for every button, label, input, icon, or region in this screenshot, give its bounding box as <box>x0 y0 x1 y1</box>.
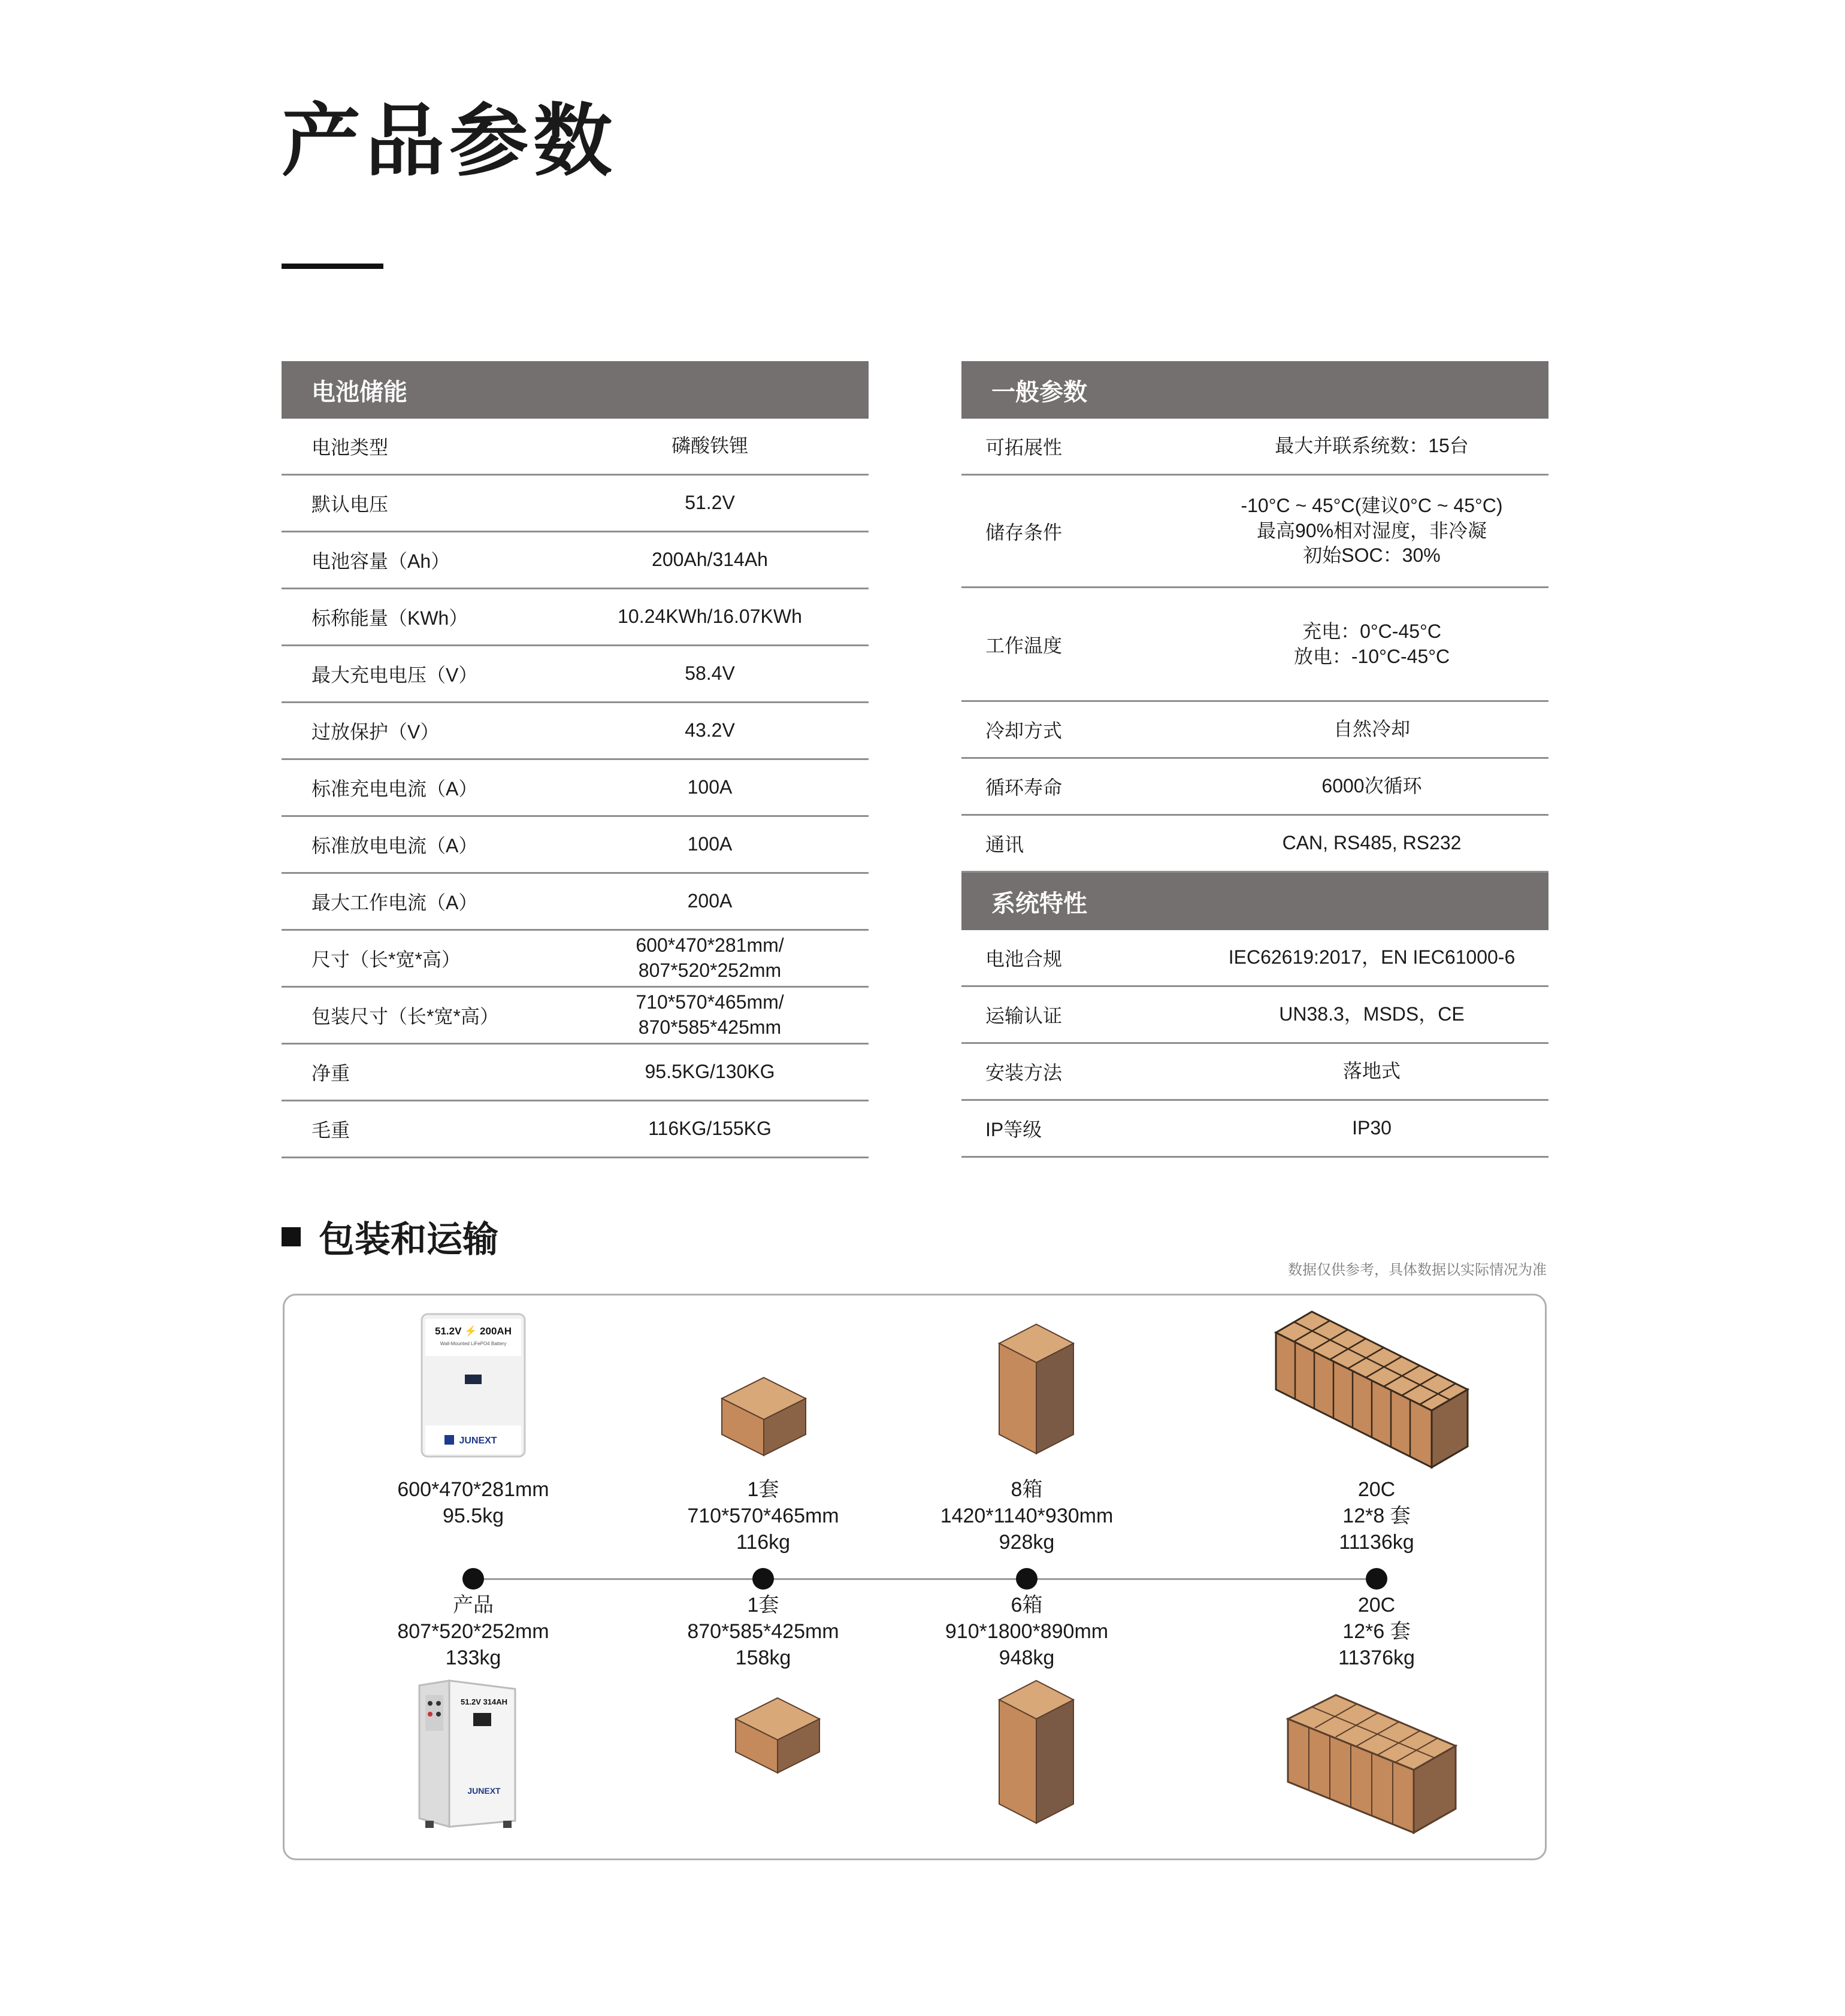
spec-value <box>563 1116 869 1142</box>
spec-value-line: -10°C ~ 45°C(建议0°C ~ 45°C) <box>1241 495 1503 517</box>
spec-value-line: 870*585*425mm <box>638 1016 782 1038</box>
spec-label: 标准充电电流（A） <box>311 778 478 800</box>
shipping-line: 948kg <box>999 1646 1055 1670</box>
shipping-line: 1套 <box>747 1594 779 1617</box>
spec-row <box>282 419 869 476</box>
spec-label: 标称能量（KWh） <box>311 607 468 629</box>
spec-label: 电池类型 <box>311 437 389 458</box>
spec-value <box>563 889 869 914</box>
spec-value <box>1207 774 1548 799</box>
spec-value <box>563 547 869 573</box>
spec-value <box>1207 1059 1548 1084</box>
spec-value <box>563 1060 869 1085</box>
spec-row <box>961 759 1548 816</box>
spec-label: 通讯 <box>985 834 1024 855</box>
spec-row <box>282 988 869 1045</box>
shipping-line: 928kg <box>999 1531 1055 1554</box>
spec-label: 冷却方式 <box>985 720 1063 741</box>
spec-row <box>282 646 869 703</box>
shipping-line: 600*470*281mm <box>397 1478 549 1501</box>
spec-label: 尺寸（长*宽*高） <box>311 949 461 970</box>
spec-row <box>282 476 869 532</box>
single-box-image-top <box>716 1372 812 1461</box>
spec-value-line: 116KG/155KG <box>648 1118 772 1140</box>
spec-value <box>563 491 869 516</box>
wall-battery-sub: Wall-Mounted LiFePO4 Battery <box>440 1341 507 1346</box>
spec-value-line: UN38.3，MSDS，CE <box>1279 1003 1465 1025</box>
general-section-header: 一般参数 <box>961 361 1548 419</box>
spec-value-line: 600*470*281mm/ <box>636 934 784 956</box>
shipping-line: 20C <box>1357 1478 1396 1501</box>
spec-value-line: 95.5KG/130KG <box>645 1061 775 1083</box>
spec-row <box>282 1045 869 1101</box>
spec-value <box>563 775 869 800</box>
shipping-line: 11136kg <box>1339 1531 1414 1554</box>
floor-battery-brand: JUNEXT <box>467 1786 501 1796</box>
spec-label: 运输认证 <box>985 1005 1063 1027</box>
spec-row <box>282 931 869 988</box>
wall-battery-model: 51.2V ⚡ 200AH <box>435 1325 512 1337</box>
spec-row <box>282 589 869 646</box>
spec-label: 标准放电电流（A） <box>311 835 478 856</box>
spec-row <box>961 816 1548 873</box>
spec-label: 可拓展性 <box>985 437 1063 458</box>
spec-label: 储存条件 <box>985 521 1063 543</box>
spec-value-line: 最高90%相对湿度，非冷凝 <box>1256 519 1487 541</box>
spec-row <box>282 874 869 931</box>
spec-value-line: 6000次循环 <box>1321 775 1422 797</box>
spec-label: 最大充电电压（V） <box>311 664 478 686</box>
spec-label: 毛重 <box>311 1119 350 1141</box>
shipping-col-bottom-4 <box>1251 1592 1502 1672</box>
spec-value-line: 807*520*252mm <box>638 959 782 981</box>
spec-row <box>961 419 1548 476</box>
shipping-col-bottom-1 <box>347 1592 599 1672</box>
wall-battery-image <box>419 1312 527 1461</box>
spec-label: 包装尺寸（长*宽*高） <box>311 1006 499 1027</box>
shipping-line: 12*8 套 <box>1342 1505 1411 1528</box>
spec-label: 工作温度 <box>985 634 1063 656</box>
spec-value-line: 200A <box>687 890 733 912</box>
spec-value-line: 100A <box>687 776 733 798</box>
timeline-dot-2 <box>752 1568 774 1590</box>
spec-value-line: 43.2V <box>685 719 735 741</box>
spec-value <box>1207 619 1548 669</box>
spec-value-line: 200Ah/314Ah <box>652 549 768 571</box>
spec-value-line: 100A <box>687 833 733 855</box>
spec-row <box>961 930 1548 987</box>
spec-label: 过放保护（V） <box>311 721 440 743</box>
tall-box-image-top <box>994 1321 1078 1458</box>
spec-row <box>282 1101 869 1158</box>
shipping-line: 710*570*465mm <box>687 1505 839 1528</box>
spec-value-line: 初始SOC：30% <box>1303 544 1441 567</box>
page-title: 产品参数 <box>282 97 617 185</box>
timeline-dot-4 <box>1366 1568 1387 1590</box>
spec-label: 电池容量（Ah） <box>311 550 450 572</box>
single-box-image-bottom <box>730 1692 825 1782</box>
shipping-line: 95.5kg <box>442 1505 504 1528</box>
disclaimer-note: 数据仅供参考，具体数据以实际情况为准 <box>1288 1262 1547 1278</box>
tall-box-image-bottom <box>994 1677 1078 1827</box>
spec-row <box>961 1044 1548 1101</box>
shipping-col-bottom-3 <box>901 1592 1153 1672</box>
spec-value <box>563 832 869 857</box>
spec-value-line: 最大并联系统数：15台 <box>1275 435 1469 457</box>
spec-label: 安装方法 <box>985 1062 1063 1083</box>
spec-value <box>563 933 869 983</box>
shipping-line: 产品 <box>453 1594 494 1617</box>
floor-battery-image <box>413 1677 521 1833</box>
spec-label: 默认电压 <box>311 494 389 515</box>
spec-value-line: 落地式 <box>1342 1060 1401 1082</box>
spec-label: 循环寿命 <box>985 777 1063 798</box>
spec-value <box>563 990 869 1040</box>
spec-value <box>563 718 869 743</box>
spec-row <box>282 760 869 817</box>
spec-value-line: 自然冷却 <box>1333 718 1410 740</box>
spec-label: 电池合规 <box>985 948 1063 970</box>
timeline-dot-1 <box>462 1568 484 1590</box>
shipping-line: 807*520*252mm <box>397 1620 549 1643</box>
spec-value <box>1207 945 1548 970</box>
shipping-timeline <box>473 1578 1381 1580</box>
title-underline <box>282 264 383 269</box>
spec-value <box>563 661 869 686</box>
spec-value <box>1207 1116 1548 1141</box>
spec-label: 最大工作电流（A） <box>311 892 478 913</box>
spec-value-line: 58.4V <box>685 662 735 685</box>
spec-value-line: 放电：-10°C-45°C <box>1293 645 1450 667</box>
shipping-section-title <box>282 1211 498 1263</box>
square-bullet-icon <box>282 1227 301 1246</box>
spec-row <box>961 588 1548 702</box>
shipping-title-text: 包装和运输 <box>319 1219 498 1260</box>
shipping-line: 8箱 <box>1011 1478 1043 1501</box>
spec-row <box>961 1101 1548 1158</box>
spec-value-line: CAN, RS485, RS232 <box>1282 832 1462 854</box>
spec-row <box>961 476 1548 588</box>
timeline-dot-3 <box>1016 1568 1038 1590</box>
shipping-line: 1套 <box>747 1478 779 1501</box>
spec-label: 净重 <box>311 1063 350 1084</box>
shipping-line: 1420*1140*930mm <box>940 1505 1114 1528</box>
spec-value-line: 充电：0°C-45°C <box>1302 620 1441 642</box>
spec-label: IP等级 <box>985 1119 1042 1140</box>
spec-value-line: IEC62619:2017，EN IEC61000-6 <box>1228 946 1516 968</box>
shipping-line: 910*1800*890mm <box>945 1620 1109 1643</box>
shipping-col-top-3 <box>901 1476 1153 1556</box>
wall-battery-brand: JUNEXT <box>459 1436 497 1446</box>
shipping-line: 133kg <box>445 1646 501 1670</box>
spec-value-line: 51.2V <box>685 492 735 514</box>
shipping-line: 116kg <box>736 1531 791 1554</box>
system-section-header: 系统特性 <box>961 873 1548 930</box>
spec-value <box>1207 717 1548 742</box>
general-spec-table <box>961 361 1548 1158</box>
spec-value <box>1207 434 1548 459</box>
spec-value-line: 10.24KWh/16.07KWh <box>618 606 802 628</box>
shipping-line: 158kg <box>735 1646 791 1670</box>
spec-value <box>1207 494 1548 568</box>
container-image-bottom <box>1282 1689 1462 1839</box>
spec-row <box>282 703 869 760</box>
shipping-col-top-2 <box>637 1476 889 1556</box>
spec-row <box>961 987 1548 1044</box>
spec-value-line: 710*570*465mm/ <box>636 991 784 1013</box>
battery-section-header: 电池储能 <box>282 361 869 419</box>
spec-row <box>961 702 1548 759</box>
battery-spec-table <box>282 361 869 1158</box>
shipping-line: 12*6 套 <box>1342 1620 1411 1643</box>
shipping-col-top-1 <box>347 1476 599 1529</box>
container-image-top <box>1270 1306 1474 1473</box>
spec-row <box>282 532 869 589</box>
shipping-col-top-4 <box>1251 1476 1502 1556</box>
spec-value-line: IP30 <box>1352 1117 1392 1139</box>
shipping-line: 20C <box>1357 1594 1396 1617</box>
spec-value <box>563 434 869 459</box>
shipping-line: 6箱 <box>1011 1594 1043 1617</box>
shipping-line: 870*585*425mm <box>687 1620 839 1643</box>
shipping-col-bottom-2 <box>637 1592 889 1672</box>
shipping-line: 11376kg <box>1338 1646 1415 1670</box>
spec-value <box>563 604 869 629</box>
spec-value-line: 磷酸铁锂 <box>671 435 748 457</box>
spec-value <box>1207 831 1548 856</box>
spec-row <box>282 817 869 874</box>
floor-battery-model: 51.2V 314AH <box>460 1697 508 1706</box>
spec-value <box>1207 1002 1548 1027</box>
